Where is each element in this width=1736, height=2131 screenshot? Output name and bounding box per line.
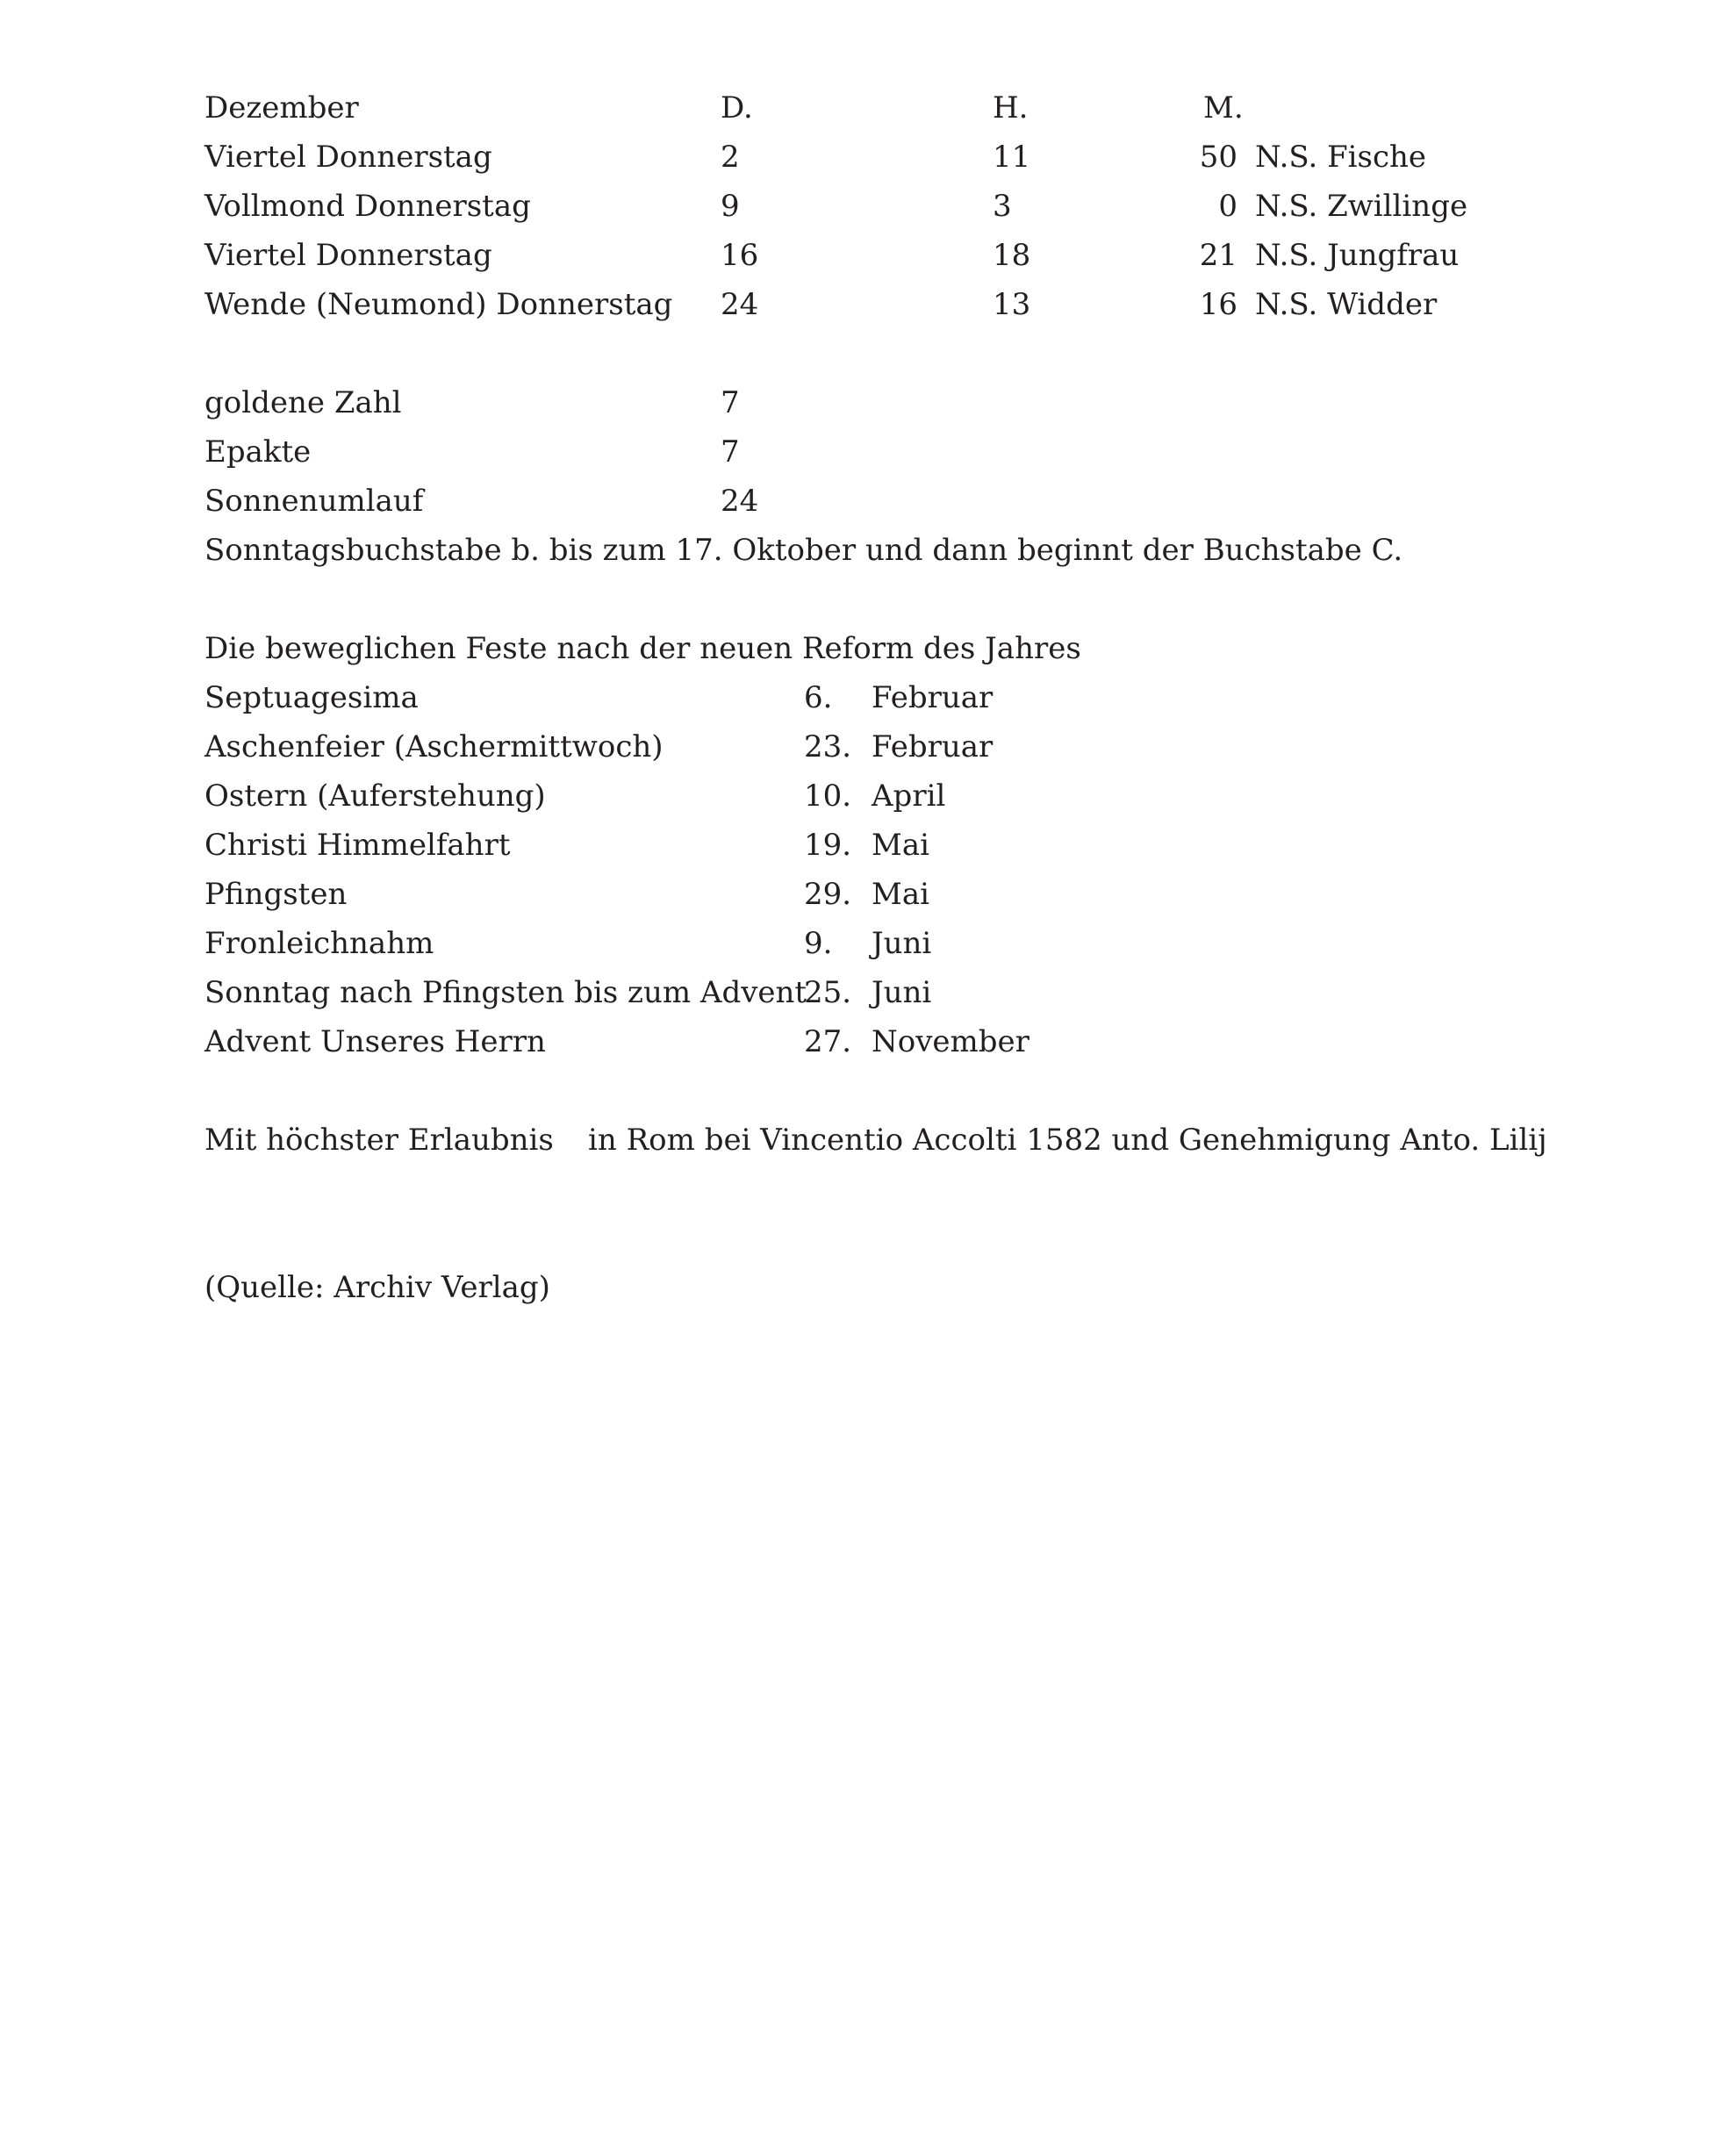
moon-row-sign: N.S. Widder	[1255, 287, 1438, 322]
moon-row-minute: 50	[1199, 140, 1237, 175]
feast-month: Juni	[872, 975, 932, 1010]
moon-row-label: Viertel Donnerstag	[204, 238, 492, 273]
feast-name: Aschenfeier (Aschermittwoch)	[204, 729, 664, 764]
day-column-header: D.	[721, 90, 753, 126]
hour-column-header: H.	[993, 90, 1029, 126]
feast-name: Ostern (Auferstehung)	[204, 778, 546, 814]
feast-name: Fronleichnahm	[204, 926, 434, 961]
dominical-letter-note: Sonntagsbuchstabe b. bis zum 17. Oktober und dann beginnt der Buchstabe C.	[204, 533, 1403, 568]
moon-row-hour: 11	[993, 140, 1031, 175]
feast-day: 19.	[804, 828, 852, 863]
feast-day: 9.	[804, 926, 833, 961]
moon-row-sign: N.S. Jungfrau	[1255, 238, 1460, 273]
moon-row-hour: 3	[993, 189, 1012, 224]
feast-name: Advent Unseres Herrn	[204, 1024, 546, 1059]
feast-day: 6.	[804, 680, 833, 715]
moon-row-hour: 13	[993, 287, 1031, 322]
feast-month: Juni	[872, 926, 932, 961]
moon-row-day: 2	[721, 140, 740, 175]
feast-day: 25.	[804, 975, 852, 1010]
computus-label: goldene Zahl	[204, 385, 402, 420]
minute-column-header: M.	[1203, 90, 1244, 126]
month-heading: Dezember	[204, 90, 359, 126]
moon-row-sign: N.S. Fische	[1255, 140, 1427, 175]
moon-row-minute: 0	[1218, 189, 1237, 224]
feasts-heading: Die beweglichen Feste nach der neuen Reform des Jahres	[204, 631, 1081, 666]
moon-row-sign: N.S. Zwillinge	[1255, 189, 1468, 224]
moon-row-day: 9	[721, 189, 740, 224]
moon-row-label: Wende (Neumond) Donnerstag	[204, 287, 673, 322]
imprint-publisher: in Rom bei Vincentio Accolti 1582 und Genehmigung Anto. Lilij	[588, 1123, 1547, 1158]
feast-name: Sonntag nach Pfingsten bis zum Advent	[204, 975, 807, 1010]
feast-day: 23.	[804, 729, 852, 764]
moon-row-day: 16	[721, 238, 759, 273]
moon-row-day: 24	[721, 287, 759, 322]
feast-month: Februar	[872, 680, 994, 715]
source-note: (Quelle: Archiv Verlag)	[204, 1270, 550, 1305]
computus-value: 7	[721, 385, 740, 420]
feast-day: 10.	[804, 778, 852, 814]
moon-row-minute: 16	[1199, 287, 1237, 322]
feast-month: Mai	[872, 877, 929, 912]
moon-row-minute: 21	[1199, 238, 1237, 273]
feast-day: 27.	[804, 1024, 852, 1059]
computus-value: 24	[721, 484, 759, 519]
moon-row-label: Viertel Donnerstag	[204, 140, 492, 175]
moon-row-hour: 18	[993, 238, 1031, 273]
moon-row-label: Vollmond Donnerstag	[204, 189, 531, 224]
feast-name: Pfingsten	[204, 877, 348, 912]
feast-name: Septuagesima	[204, 680, 419, 715]
feast-month: November	[872, 1024, 1029, 1059]
feast-month: Februar	[872, 729, 994, 764]
imprint-permission: Mit höchster Erlaubnis	[204, 1123, 554, 1158]
feast-name: Christi Himmelfahrt	[204, 828, 511, 863]
feast-month: Mai	[872, 828, 929, 863]
feast-month: April	[872, 778, 946, 814]
computus-label: Sonnenumlauf	[204, 484, 424, 519]
computus-label: Epakte	[204, 434, 312, 470]
computus-value: 7	[721, 434, 740, 470]
feast-day: 29.	[804, 877, 852, 912]
